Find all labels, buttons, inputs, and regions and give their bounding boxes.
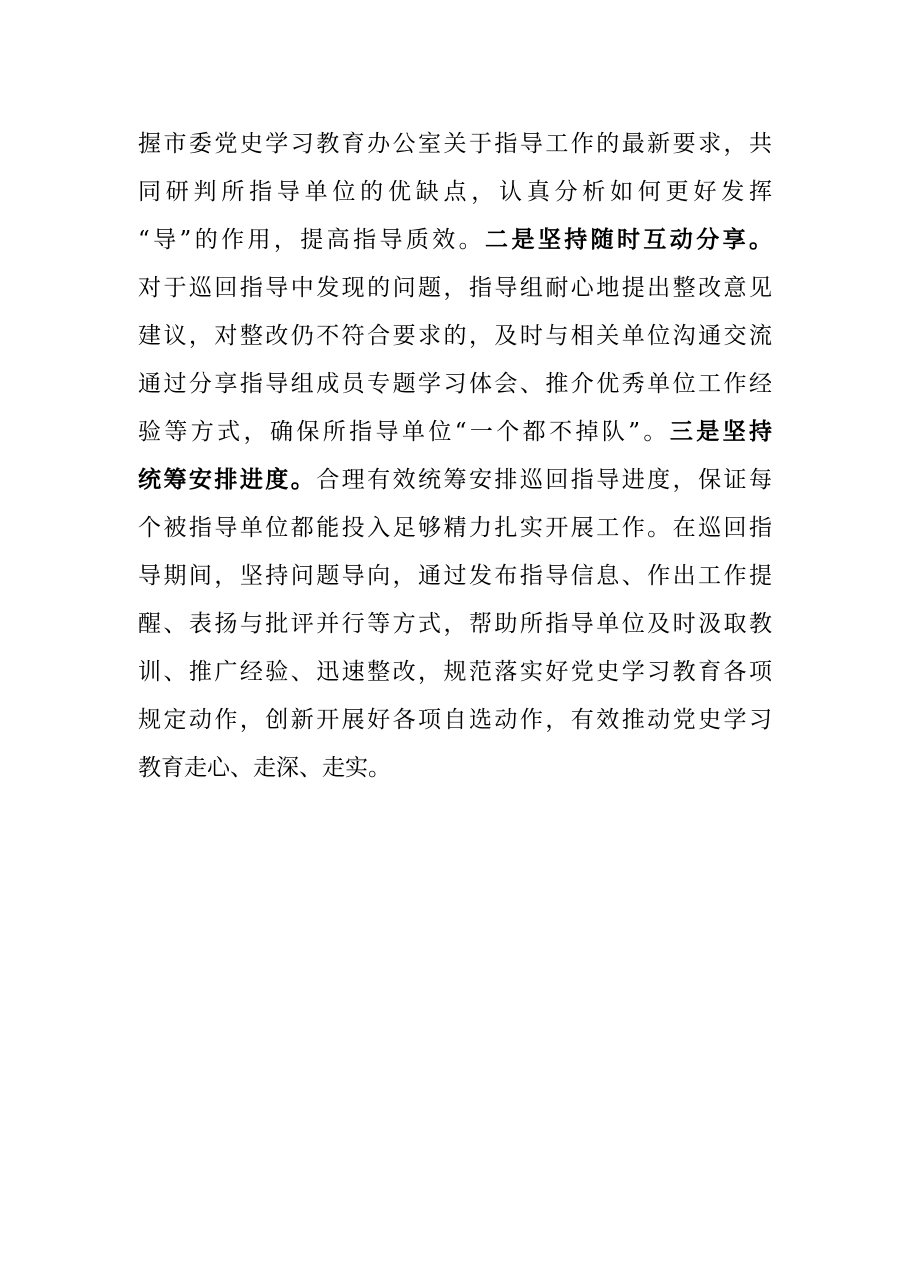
text-line: 导期间，坚持问题导向，通过发布指导信息、作出工作提 — [138, 563, 772, 589]
text-line: 建议，对整改仍不符合要求的，及时与相关单位沟通交流 — [138, 323, 772, 349]
text-line: 统筹安排进度。合理有效统筹安排巡回指导进度，保证每 — [138, 466, 772, 493]
bold-heading-3-start: 三是坚持 — [669, 418, 772, 445]
text-line: “导”的作用，提高指导质效。二是坚持随时互动分享。 — [138, 226, 772, 253]
text-line: 通过分享指导组成员专题学习体会、推介优秀单位工作经 — [138, 371, 772, 397]
text-line: 教育走心、走深、走实。 — [138, 755, 391, 781]
text-line: 训、推广经验、迅速整改，规范落实好党史学习教育各项 — [138, 659, 772, 685]
body-paragraph — [138, 120, 772, 792]
text-line: 对于巡回指导中发现的问题，指导组耐心地提出整改意见 — [138, 275, 772, 301]
text-line: 个被指导单位都能投入足够精力扎实开展工作。在巡回指 — [138, 515, 772, 541]
text-line: 同研判所指导单位的优缺点，认真分析如何更好发挥 — [138, 179, 772, 205]
text-line: 验等方式，确保所指导单位“一个都不掉队”。三是坚持 — [138, 418, 772, 445]
bold-heading-3-end: 统筹安排进度。 — [138, 466, 317, 493]
text-line: 醒、表扬与批评并行等方式，帮助所指导单位及时汲取教 — [138, 611, 772, 637]
text-line: 握市委党史学习教育办公室关于指导工作的最新要求，共 — [138, 131, 772, 157]
bold-heading-2: 二是坚持随时互动分享。 — [485, 226, 772, 253]
text-line: 规定动作，创新开展好各项自选动作，有效推动党史学习 — [138, 707, 772, 733]
